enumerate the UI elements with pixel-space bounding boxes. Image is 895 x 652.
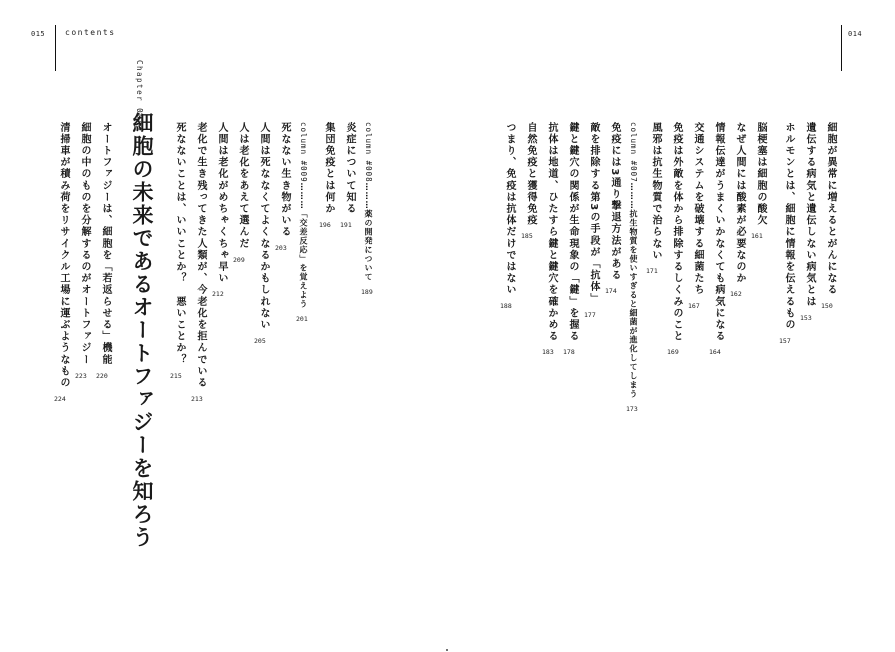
toc-entry-title: 鍵と鍵穴の関係が生命現象の「鍵」を握る (567, 122, 578, 343)
toc-page-number: 212 (212, 290, 224, 299)
column-number: #008 (364, 160, 373, 183)
toc-column-entry[interactable] (628, 122, 639, 399)
toc-entry-title: なぜ人間には酸素が必要なのか (734, 122, 745, 285)
page-number-left: 015 (31, 30, 46, 38)
toc-entry[interactable] (56, 122, 71, 389)
toc-entry-title: 敵を排除する第3の手段が「抗体」 (588, 122, 599, 305)
leader-dots: ……… (299, 182, 308, 210)
toc-entry-title: 死なないことは、いいことか？ 悪いことか？ (174, 122, 185, 366)
toc-entry[interactable] (172, 122, 187, 366)
contents-title: contents (65, 28, 116, 37)
page-number-right: 014 (848, 30, 863, 38)
toc-page-number: 178 (563, 348, 575, 357)
toc-page-number: 173 (626, 404, 638, 413)
toc-entry[interactable] (690, 122, 705, 296)
toc-entry-title: 老化で生き残ってきた人類が、今老化を拒んでいる (195, 122, 206, 389)
toc-entry[interactable] (669, 122, 684, 342)
toc-entry-title: 免疫には3通り撃退方法がある (609, 122, 620, 282)
toc-entry[interactable] (586, 122, 601, 305)
toc-column-entry[interactable] (363, 122, 374, 282)
toc-entry[interactable] (781, 122, 796, 331)
leader-dots: ……… (364, 182, 373, 210)
toc-entry[interactable] (193, 122, 208, 389)
toc-page-number: 196 (319, 220, 331, 229)
toc-page-number: 161 (751, 232, 763, 241)
toc-page-number: 150 (821, 302, 833, 310)
toc-page-number: 191 (340, 220, 352, 229)
chapter-label: Chapter 004 (135, 60, 144, 127)
toc-entry[interactable] (648, 122, 663, 261)
toc-page-number: 188 (500, 302, 512, 310)
toc-entry-title: 死なない生き物がいる (279, 122, 290, 238)
toc-page-number: 177 (584, 310, 596, 319)
toc-entry-title: つまり、免疫は抗体だけではない (504, 122, 515, 296)
toc-entry-title: 炎症について知る (344, 122, 355, 215)
toc-page-number: 203 (275, 244, 287, 252)
toc-page-number: 157 (779, 336, 791, 345)
toc-entry[interactable] (98, 122, 113, 366)
page-fold-mark (446, 649, 448, 651)
toc-entry-title: 脳梗塞は細胞の酸欠 (755, 122, 766, 227)
toc-page-number: 185 (521, 232, 533, 241)
toc-page-number: 215 (170, 371, 182, 380)
toc-entry-title: ホルモンとは、細胞に情報を伝えるもの (783, 122, 794, 331)
toc-page-number: 189 (361, 287, 373, 296)
toc-entry-title: 清掃車が積み荷をリサイクル工場に運ぶようなもの (58, 122, 69, 389)
column-label: column (299, 122, 308, 161)
toc-entry[interactable] (277, 122, 292, 238)
toc-page-number: 153 (800, 313, 812, 322)
toc-entry[interactable] (823, 122, 838, 296)
toc-entry-title: 人間は老化がめちゃくちゃ早い (216, 122, 227, 285)
toc-page-number: 174 (605, 287, 617, 296)
toc-page-number: 223 (75, 371, 87, 380)
toc-page-number: 171 (646, 267, 658, 276)
column-label: column (364, 122, 373, 161)
toc-entry-title: 細胞の中のものを分解するのがオートファジー (79, 122, 90, 366)
toc-page-number: 167 (688, 302, 700, 310)
toc-entry-title: 人は老化をあえて選んだ (237, 122, 248, 250)
toc-page-number: 220 (96, 371, 108, 380)
toc-entry[interactable] (321, 122, 336, 215)
toc-entry[interactable] (544, 122, 559, 342)
toc-page-number: 205 (254, 336, 266, 345)
toc-entry[interactable] (607, 122, 622, 281)
toc-entry[interactable] (77, 122, 92, 366)
column-number: #009 (299, 160, 308, 183)
header-rule-left (55, 25, 56, 71)
toc-entry-title: 集団免疫とは何か (323, 122, 334, 215)
toc-page-number: 209 (233, 255, 245, 264)
toc-entry-title: 「交差反応」を覚えよう (299, 209, 308, 309)
toc-entry-title: 免疫は外敵を体から排除するしくみのこと (671, 122, 682, 343)
toc-page-number: 164 (709, 348, 721, 357)
toc-entry[interactable] (214, 122, 229, 284)
toc-entry-title: 自然免疫と獲得免疫 (525, 122, 536, 227)
toc-page-number: 162 (730, 290, 742, 299)
toc-entry[interactable] (565, 122, 580, 342)
toc-entry-title: 情報伝達がうまくいかなくても病気になる (713, 122, 724, 343)
toc-entry-title: 抗体は地道、ひたすら鍵と鍵穴を確かめる (546, 122, 557, 343)
toc-entry-title: 細胞が異常に増えるとがんになる (825, 122, 836, 296)
toc-entry[interactable] (732, 122, 747, 284)
toc-entry-title: 遺伝する病気と遺伝しない病気とは (804, 122, 815, 308)
toc-entry-title: 抗生物質を使いすぎると細菌が進化してしまう (629, 209, 638, 399)
toc-page-number: 224 (54, 394, 66, 403)
toc-entry[interactable] (753, 122, 768, 226)
toc-entry-title: 薬の開発について (364, 209, 373, 282)
chapter-title: 細胞の未来であるオートファジーを知ろう (130, 112, 154, 549)
toc-column-entry[interactable] (298, 122, 309, 309)
toc-entry[interactable] (802, 122, 817, 308)
toc-entry[interactable] (523, 122, 538, 226)
toc-entry[interactable] (342, 122, 357, 215)
toc-page-number: 201 (296, 314, 308, 323)
leader-dots: ……… (629, 182, 638, 210)
column-number: #007 (629, 160, 638, 183)
toc-entry[interactable] (502, 122, 517, 296)
toc-entry[interactable] (711, 122, 726, 342)
toc-entry-title: オートファジーは、細胞を「若返らせる」機能 (100, 122, 111, 366)
toc-entry-title: 交通システムを破壊する細菌たち (692, 122, 703, 296)
header-rule-right (841, 25, 842, 71)
toc-page-number: 213 (191, 394, 203, 403)
toc-entry-title: 人間は死ななくてよくなるかもしれない (258, 122, 269, 331)
toc-entry[interactable] (235, 122, 250, 250)
toc-entry-title: 風邪は抗生物質で治らない (650, 122, 661, 262)
toc-page-number: 183 (542, 348, 554, 357)
toc-page-number: 169 (667, 348, 679, 357)
column-label: column (629, 122, 638, 161)
toc-entry[interactable] (256, 122, 271, 331)
